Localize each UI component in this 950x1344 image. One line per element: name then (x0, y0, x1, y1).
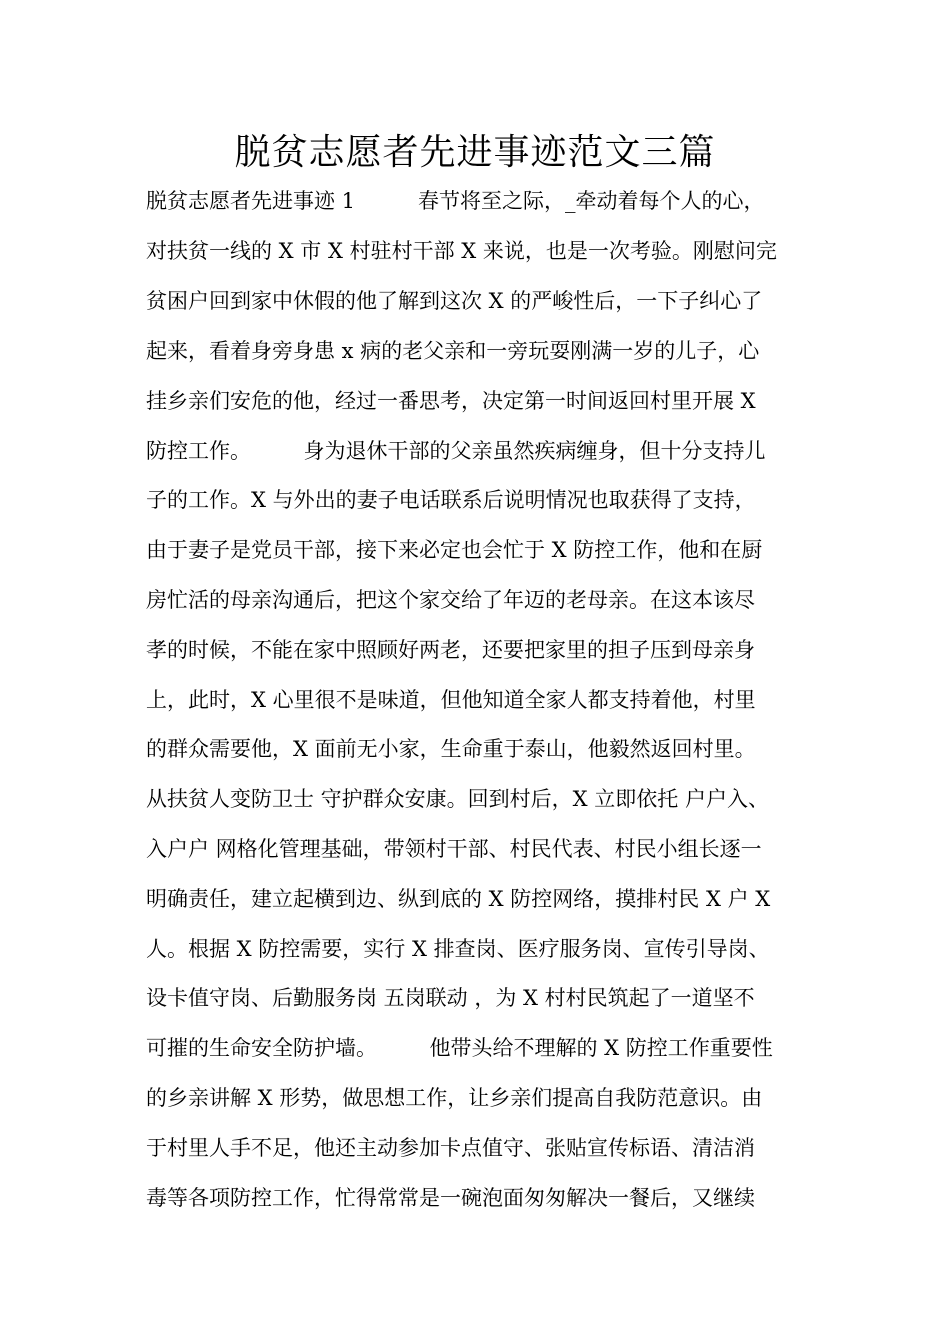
body-line: 于村里人手不足，他还主动参加卡点值守、张贴宣传标语、清洁消 (146, 1136, 755, 1160)
body-line: 贫困户回到家中休假的他了解到这次 X 的严峻性后，一下子纠心了 (146, 289, 763, 313)
body-line: 房忙活的母亲沟通后，把这个家交给了年迈的老母亲。在这本该尽 (146, 588, 755, 612)
body-line: 毒等各项防控工作，忙得常常是一碗泡面匆匆解决一餐后，又继续 (146, 1186, 755, 1210)
body-line: 明确责任，建立起横到边、纵到底的 X 防控网络，摸排村民 X 户 X (146, 887, 771, 911)
body-line: 的乡亲讲解 X 形势，做思想工作，让乡亲们提高自我防范意识。由 (146, 1086, 763, 1110)
body-line: 防控工作。 身为退休干部的父亲虽然疾病缠身，但十分支持儿 (146, 439, 766, 463)
body-line: 由于妻子是党员干部，接下来必定也会忙于 X 防控工作，他和在厨 (146, 538, 763, 562)
body-line: 对扶贫一线的 X 市 X 村驻村干部 X 来说，也是一次考验。刚慰问完 (146, 239, 777, 263)
body-line: 从扶贫人变防卫士 守护群众安康。回到村后，X 立即依托 户户入、 (146, 787, 769, 811)
body-line: 设卡值守岗、后勤服务岗 五岗联动 ，为 X 村村民筑起了一道坚不 (146, 986, 755, 1010)
body-line: 挂乡亲们安危的他，经过一番思考，决定第一时间返回村里开展 X (146, 389, 756, 413)
body-line: 脱贫志愿者先进事迹 1 春节将至之际，_牵动着每个人的心， (146, 189, 765, 213)
document-title: 脱贫志愿者先进事迹范文三篇 (234, 132, 716, 173)
body-line: 孝的时候，不能在家中照顾好两老，还要把家里的担子压到母亲身 (146, 638, 755, 662)
body-line: 入户户 网格化管理基础，带领村干部、村民代表、村民小组长逐一 (146, 837, 762, 861)
body-line: 可摧的生命安全防护墙。 他带头给不理解的 X 防控工作重要性 (146, 1036, 773, 1060)
body-line: 的群众需要他，X 面前无小家，生命重于泰山，他毅然返回村里。 (146, 737, 756, 761)
body-line: 起来，看着身旁身患 x 病的老父亲和一旁玩耍刚满一岁的儿子，心 (146, 339, 760, 363)
body-line: 上，此时，X 心里很不是味道，但他知道全家人都支持着他，村里 (146, 688, 756, 712)
body-line: 子的工作。X 与外出的妻子电话联系后说明情况也取获得了支持， (146, 488, 756, 512)
body-line: 人。根据 X 防控需要，实行 X 排查岗、医疗服务岗、宣传引导岗、 (146, 937, 770, 961)
